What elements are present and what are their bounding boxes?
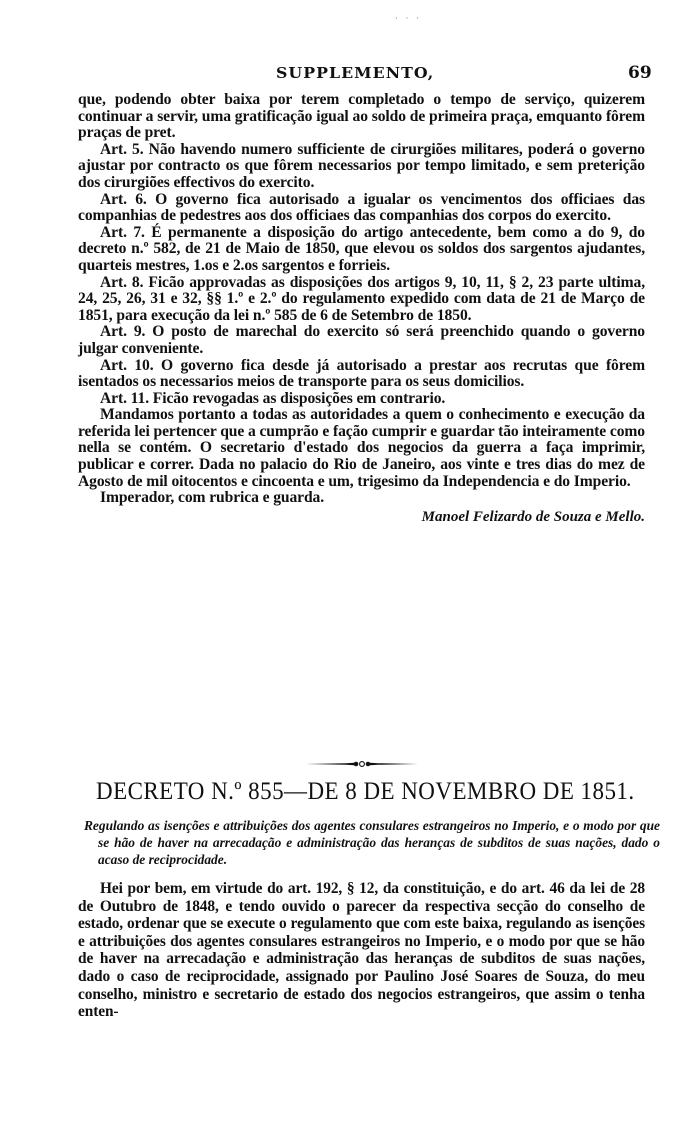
running-head-title: SUPPLEMENTO, — [276, 64, 435, 82]
paragraph-mandamos: Mandamos portanto a todas as autoridades a quem o conhecimento e execução da referida lei pertencer que a cumprão e fação cumprir e guardar tão inteiramente como nella se contém. O secretario d'estado dos negocios da guerra a faça imprimir, publicar e correr. Dada no palacio do Rio de Janeiro, aos vinte e tres dias do mez de Agosto de mil oitocentos e cincoenta e um, trigesimo da Independencia e do Imperio. — [78, 406, 645, 490]
print-speck: · · · — [395, 14, 422, 23]
paragraph-art9: Art. 9. O posto de marechal do exercito só será preenchido quando o governo julgar conveniente. — [78, 323, 645, 357]
page-number: 69 — [628, 63, 652, 83]
law-continuation — [78, 92, 645, 526]
paragraph-art7: Art. 7. É permanente a disposição do artigo antecedente, bem como a do 9, do decreto n.º 582, de 21 de Maio de 1850, que elevou os soldos dos sargentos ajudantes, quarteis mestres, 1.os e 2.os sargentos e forrieis. — [78, 223, 645, 274]
paragraph-art8: Art. 8. Ficão approvadas as disposições dos artigos 9, 10, 11, § 2, 23 parte ultima, 24, 25, 26, 31 e 32, §§ 1.º e 2.º do regulamento expedido com data de 21 de Março de 1851, para execução da lei n.º 585 de 6 de Setembro de 1850. — [78, 273, 645, 324]
paragraph-art11: Art. 11. Ficão revogadas as disposições em contrario. — [100, 389, 446, 407]
decree-title: DECRETO N.º 855—DE 8 DE NOVEMBRO DE 1851. — [96, 778, 635, 805]
paragraph-hei-por-bem: Hei por bem, em virtude do art. 192, § 12, da constituição, e do art. 46 da lei de 28 de Outubro de 1848, e tendo ouvido o parecer da respectiva secção do conselho de estado, ordenar que se execute o regulamento que com este baixa, regulando as isenções e attribuições dos agentes consulares estrangeiros no Imperio, e o modo por que se hão de haver na arrecadação e administração das heranças de subditos de suas nações, dado o caso de reciprocidade, assignado por Paulino José Soares de Souza, do meu conselho, ministro e secretario de estado dos negocios estrangeiros, que assim o tenha enten- — [78, 880, 645, 1021]
paragraph-art5: Art. 5. Não havendo numero sufficiente de cirurgiões militares, poderá o governo ajustar por contracto os que fôrem necessarios por tempo limitado, e sem preterição dos cirurgiões effectivos do exercito. — [78, 140, 645, 191]
paragraph-imperador: Imperador, com rubrica e guarda. — [100, 489, 325, 507]
minister-signature: Manoel Felizardo de Souza e Mello. — [421, 508, 645, 525]
section-divider-ornament — [306, 760, 418, 768]
paragraph-art6: Art. 6. O governo fica autorisado a igualar os vencimentos dos officiaes das companhias de pedestres aos dos officiaes das companhias dos corpos do exercito. — [78, 190, 645, 225]
running-head — [0, 64, 693, 88]
paragraph-art4-end: que, podendo obter baixa por terem completado o tempo de serviço, quizerem continuar a servir, uma gratificação igual ao soldo de primeira praça, emquanto fôrem praças de pret. — [78, 91, 645, 142]
paragraph-art10: Art. 10. O governo fica desde já autorisado a prestar aos recrutas que fôrem isentados os necessarios meios de transporte para os seus domicilios. — [78, 356, 645, 391]
decree-summary: Regulando as isenções e attribuições dos agentes consulares estrangeiros no Imperio, e o modo por que se hão de haver na arrecadação e administração das heranças de subditos de suas nações, dado o acaso de reciprocidade. — [84, 818, 660, 867]
decree-body — [78, 880, 645, 1021]
